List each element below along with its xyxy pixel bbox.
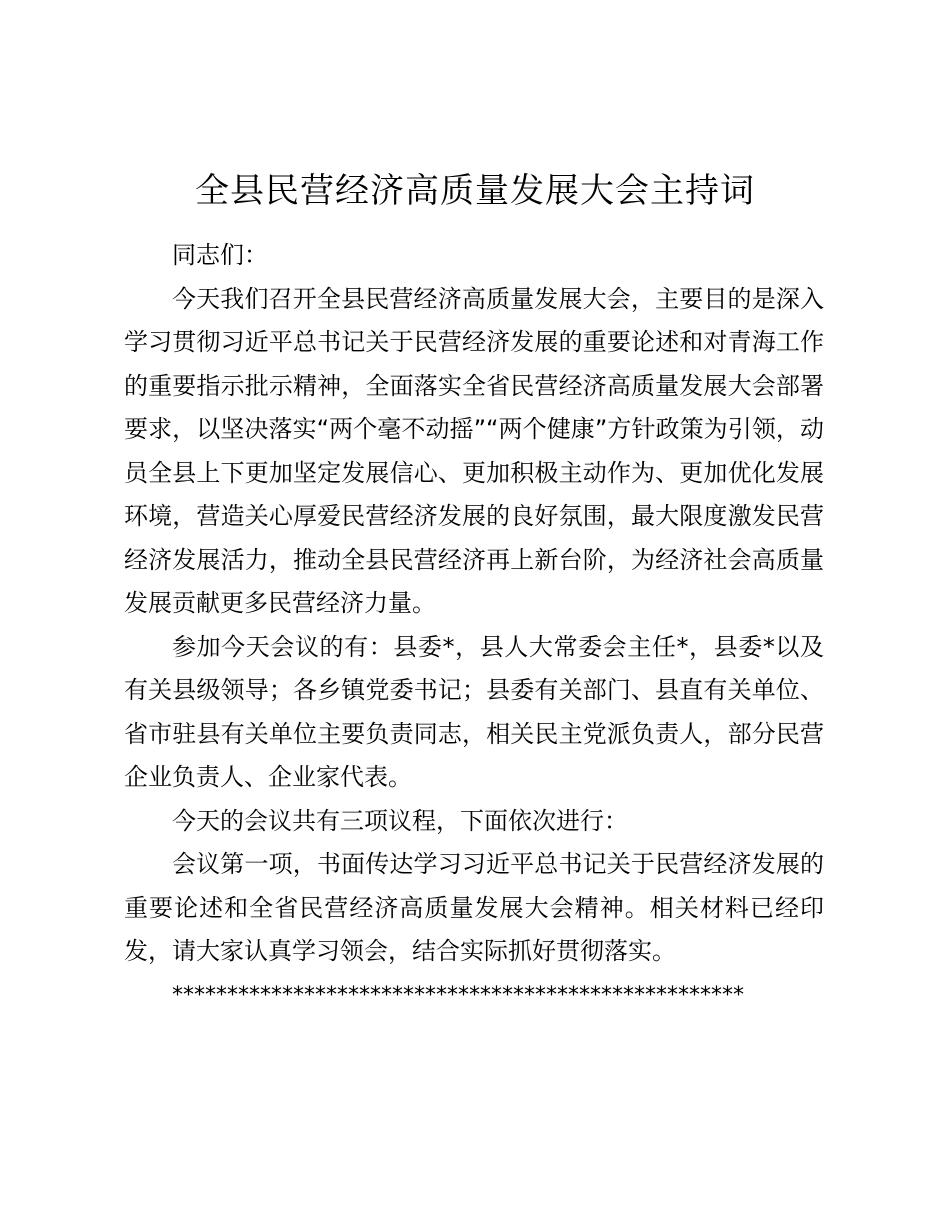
paragraph-item-one: 会议第一项，书面传达学习习近平总书记关于民营经济发展的重要论述和全省民营经济高质量发展大会精神。相关材料已经印发，请大家认真学习领会，结合实际抓好贯彻落实。	[124, 850, 824, 965]
paragraph-salutation: 同志们：	[172, 241, 268, 269]
separator-line: ****************************************************	[172, 982, 744, 1008]
paragraph-purpose: 今天我们召开全县民营经济高质量发展大会，主要目的是深入学习贯彻习近平总书记关于民营经济发展的重要论述和对青海工作的重要指示批示精神，全面落实全省民营经济高质量发展大会部署要求，以坚决落实“两个毫不动摇”“两个健康”方针政策为引领，动员全县上下更加坚定发展信心、更加积极主动作为、更加优化发展环境，营造关心厚爱民营经济发展的良好氛围，最大限度激发民营经济发展活力，推动全县民营经济再上新台阶，为经济社会高质量发展贡献更多民营经济力量。	[124, 284, 824, 617]
paragraph-attendees: 参加今天会议的有：县委*，县人大常委会主任*，县委*以及有关县级领导；各乡镇党委书记；县委有关部门、县直有关单位、省市驻县有关单位主要负责同志，相关民主党派负责人，部分民营企业负责人、企业家代表。	[124, 632, 824, 791]
document-title: 全县民营经济高质量发展大会主持词	[195, 171, 755, 211]
paragraph-agenda: 今天的会议共有三项议程，下面依次进行：	[172, 806, 628, 835]
document-body	[124, 234, 824, 1017]
